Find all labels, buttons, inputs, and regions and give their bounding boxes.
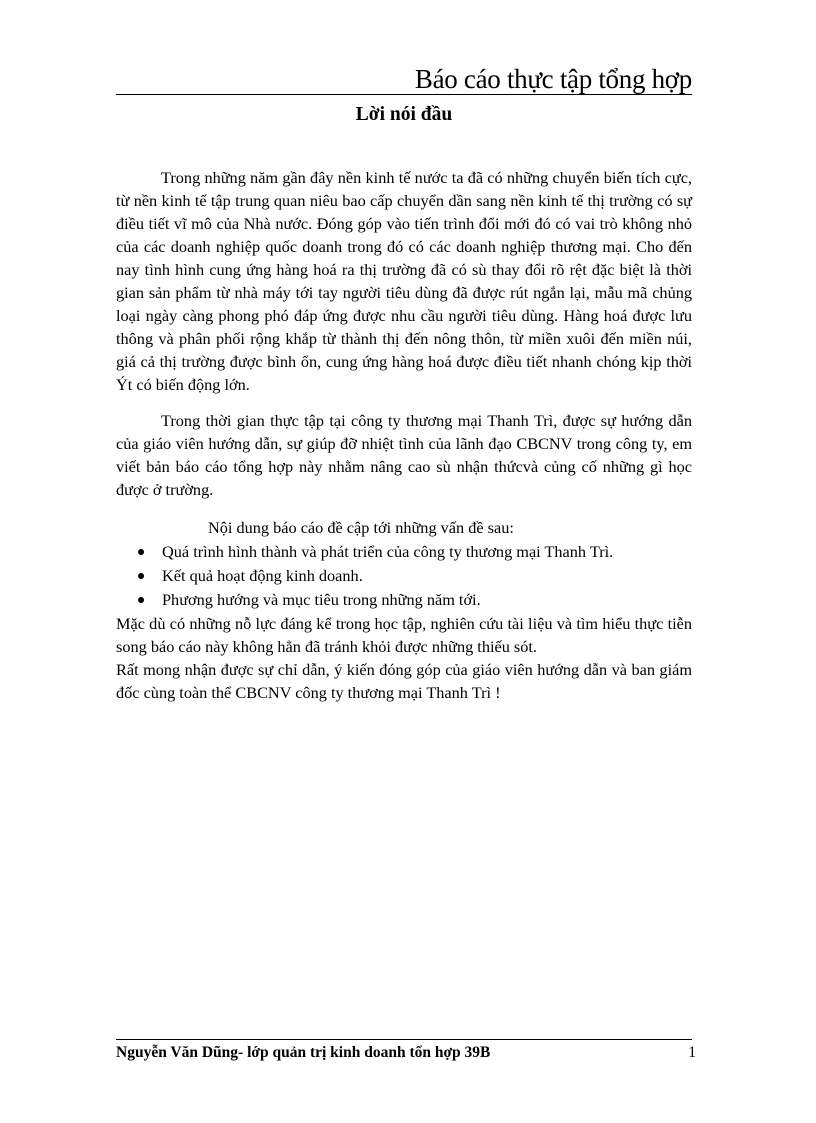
paragraph-intro: Trong những năm gần đây nền kinh tế nước ta đã có những chuyển biến tích cực, từ nền kinh tế tập trung quan niêu bao cấp chuyển dần sang nền kinh tế thị trường có sự điều tiết vĩ mô của Nhà nước. Đóng góp vào tiến trình đổi mới đó có vai trò không nhỏ của các doanh nghiệp quốc doanh trong đó có các doanh nghiệp thương mại. Cho đến nay tình hình cung ứng hàng hoá ra thị trường đã có sù thay đổi rõ rệt đặc biệt là thời gian sản phẩm từ nhà máy tới tay người tiêu dùng đã được rút ngắn lại, mẫu mã chủng loại ngày càng phong phó đáp ứng được nhu cầu người tiêu dùng. Hàng hoá được lưu thông và phân phối rộng khắp từ thành thị đến nông thôn, từ miền xuôi đến miền núi, giá cả thị trường được bình ổn, cung ứng hàng hoá được điều tiết nhanh chóng kịp thời Ýt có biến động lớn. (116, 168, 692, 394)
paragraph-limitations: Mặc dù có những nỗ lực đáng kể trong học tập, nghiên cứu tài liệu và tìm hiểu thực tiễn song báo cáo này không hẳn đã tránh khỏi được những thiếu sót. (116, 614, 692, 656)
page-number: 1 (688, 1044, 696, 1061)
list-item: Phương hướng và mục tiêu trong những năm tới. (162, 588, 692, 612)
page-title: Lời nói đầu (355, 104, 453, 125)
footer-divider (116, 1039, 692, 1040)
paragraph-request: Rất mong nhận được sự chỉ dẫn, ý kiến đóng góp của giáo viên hướng dẫn và ban giám đốc cùng toàn thể CBCNV công ty thương mại Thanh Trì ! (116, 660, 692, 702)
header-title: Báo cáo thực tập tổng hợp (414, 64, 692, 94)
page-header (116, 62, 692, 95)
list-item: Quá trình hình thành và phát triển của công ty thương mại Thanh Trì. (162, 540, 692, 564)
paragraph-internship: Trong thời gian thực tập tại công ty thương mại Thanh Trì, được sự hướng dẫn của giáo viên hướng dẫn, sự giúp đỡ nhiệt tình của lãnh đạo CBCNV trong công ty, em viết bản báo cáo tổng hợp này nhằm nâng cao sù nhận thứcvà củng cố những gì học được ở trường. (116, 411, 692, 499)
topic-list (116, 540, 692, 612)
list-item: Kết quả hoạt động kinh doanh. (162, 564, 692, 588)
paragraph-content-intro: Nội dung báo cáo đề cập tới những vấn đề sau: (208, 518, 514, 537)
document-body (116, 166, 692, 704)
footer-author: Nguyễn Văn Dũng- lớp quản trị kinh doanh tổn hợp 39B (116, 1044, 491, 1061)
